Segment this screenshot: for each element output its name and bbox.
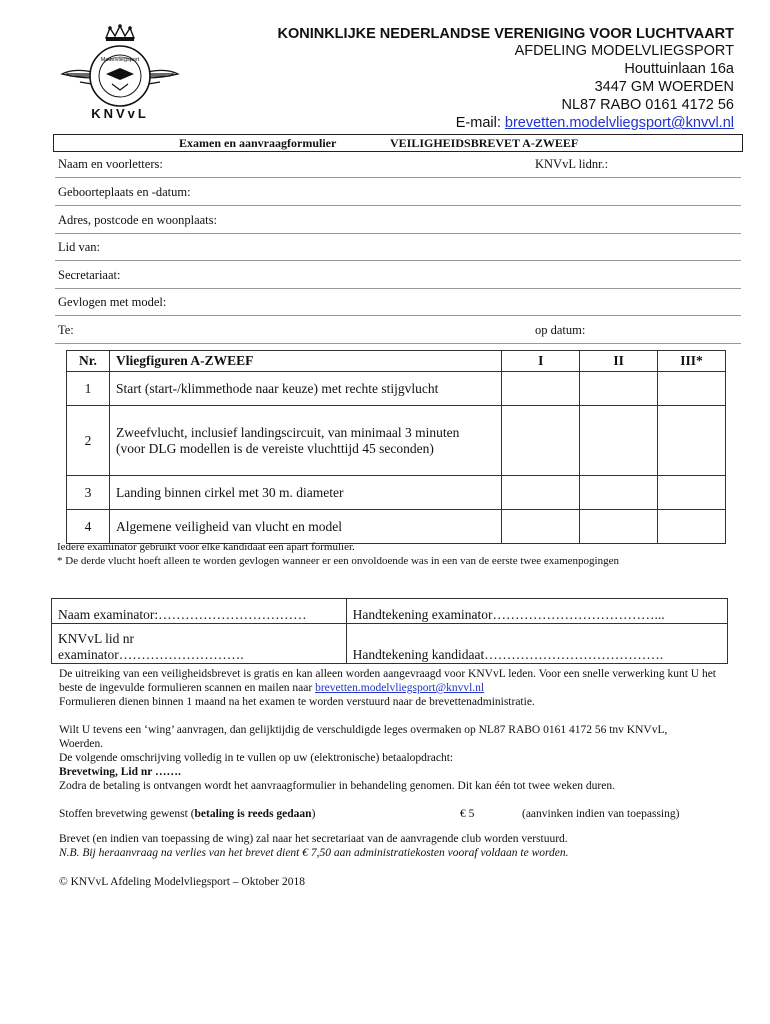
info-reissue-fee: N.B. Bij heraanvraag na verlies van het brevet dient € 7,50 aan administratiekosten vooraf voldaan te worden. — [59, 847, 569, 859]
flight-figures-table — [66, 350, 726, 544]
note-examiner: Iedere examinator gebruikt voor elke kandidaat een apart formulier. — [57, 541, 355, 553]
score-cell[interactable] — [658, 406, 726, 476]
info-payment-instruction: De volgende omschrijving volledig in te vullen op uw (elektronische) betaalopdracht: — [59, 752, 454, 764]
examiner-signature-field[interactable]: Handtekening examinator………………………………... — [346, 599, 727, 624]
row-figure-text-cell — [109, 406, 501, 476]
row-figure-text: Zweefvlucht, inclusief landingscircuit, van minimaal 3 minuten — [115, 424, 460, 440]
examiner-member-nr-label: KNVvL lid nr — [58, 631, 134, 646]
field-address-row[interactable] — [55, 206, 741, 234]
info-text: De uitreiking van een veiligheidsbrevet is gratis en kan alleen worden aangevraagd voor KNVvL leden. Voor een snelle verwerking kunt U het beste de ingevulde formulieren scannen en mailen naar — [59, 668, 716, 694]
field-birth-label: Geboorteplaats en -datum: — [58, 185, 191, 199]
candidate-signature-field[interactable]: Handtekening kandidaat…………………………………. — [346, 624, 727, 664]
score-cell[interactable] — [580, 406, 658, 476]
field-secretariat-label: Secretariaat: — [58, 268, 121, 282]
row-figure-text: Landing binnen cirkel met 30 m. diameter — [109, 476, 501, 510]
table-row — [67, 406, 726, 476]
wing-check-note[interactable]: (aanvinken indien van toepassing) — [522, 808, 680, 820]
row-nr: 1 — [67, 372, 110, 406]
wing-option-label: Stoffen brevetwing gewenst ( — [59, 808, 195, 820]
field-member-of-row[interactable] — [55, 233, 741, 261]
wing-option-line — [59, 807, 315, 821]
field-member-of-label: Lid van: — [58, 240, 101, 254]
field-address-label: Adres, postcode en woonplaats: — [58, 213, 217, 227]
field-name-label: Naam en voorletters: — [58, 157, 163, 171]
info-email-link[interactable]: brevetten.modelvliegsport@knvvl.nl — [315, 682, 485, 694]
col-attempt-3-header: III* — [658, 351, 726, 372]
crown-icon — [106, 24, 134, 41]
examiner-row-2 — [52, 624, 728, 664]
field-member-nr-label: KNVvL lidnr.: — [535, 157, 609, 171]
logo-ring-text: Modelvliegsport — [100, 57, 140, 63]
col-nr-header: Nr. — [67, 351, 110, 372]
row-figure-text: Start (start-/klimmethode naar keuze) met rechte stijgvlucht — [109, 372, 501, 406]
score-cell[interactable] — [502, 372, 580, 406]
copyright: © KNVvL Afdeling Modelvliegsport – Oktober 2018 — [59, 876, 305, 888]
examiner-name-field[interactable]: Naam examinator:…………………………… — [52, 599, 347, 624]
table-row — [67, 372, 726, 406]
info-shipping: Brevet (en indien van toepassing de wing) zal naar het secretariaat van de aanvragende club worden verstuurd. — [59, 833, 568, 845]
score-cell[interactable] — [658, 510, 726, 544]
field-location-row[interactable] — [55, 316, 741, 344]
field-birth-row[interactable] — [55, 178, 741, 206]
logo-text: KNVvL — [91, 106, 149, 121]
field-date-label: op datum: — [535, 323, 586, 337]
examiner-table — [51, 598, 728, 664]
score-cell[interactable] — [580, 476, 658, 510]
department: AFDELING MODELVLIEGSPORT — [514, 43, 734, 59]
email-link[interactable]: brevetten.modelvliegsport@knvvl.nl — [504, 115, 734, 131]
org-name: KONINKLIJKE NEDERLANDSE VERENIGING VOOR LUCHTVAART — [277, 26, 734, 42]
score-cell[interactable] — [580, 510, 658, 544]
row-figure-subtext: (voor DLG modellen is de vereiste vluchttijd 45 seconden) — [115, 440, 434, 456]
knvvl-logo — [60, 24, 180, 124]
score-cell[interactable] — [658, 476, 726, 510]
table-row — [67, 476, 726, 510]
score-cell[interactable] — [502, 476, 580, 510]
examiner-member-nr-dots: examinator………………………. — [58, 647, 244, 662]
row-nr: 2 — [67, 406, 110, 476]
row-nr: 4 — [67, 510, 110, 544]
field-name-row[interactable] — [55, 150, 741, 178]
email-label: E-mail: — [455, 115, 501, 131]
row-figure-text: Algemene veiligheid van vlucht en model — [109, 510, 501, 544]
field-model-label: Gevlogen met model: — [58, 295, 167, 309]
table-row — [67, 510, 726, 544]
info-paragraph-1 — [59, 667, 719, 695]
score-cell[interactable] — [580, 372, 658, 406]
wing-option-close: ) — [311, 808, 316, 820]
wing-option-bold: betaling is reeds gedaan — [194, 808, 312, 820]
col-attempt-2-header: II — [580, 351, 658, 372]
email-line — [456, 114, 734, 133]
info-wing-request: Wilt U tevens een ‘wing’ aanvragen, dan gelijktijdig de verschuldigde leges overmaken op NL87 RABO 0161 4172 56 tnv KNVvL, Woerden. — [59, 724, 668, 750]
col-attempt-1-header: I — [502, 351, 580, 372]
score-cell[interactable] — [502, 510, 580, 544]
wing-price: € 5 — [460, 808, 475, 820]
row-nr: 3 — [67, 476, 110, 510]
examiner-row-1 — [52, 599, 728, 624]
city-address: 3447 GM WOERDEN — [594, 79, 734, 95]
form-subtitle: VEILIGHEIDSBREVET A-ZWEEF — [390, 136, 579, 150]
table-header-row — [67, 351, 726, 372]
info-processing-time: Zodra de betaling is ontvangen wordt het aanvraagformulier in behandeling genomen. Dit kan één tot twee weken duren. — [59, 780, 615, 792]
examiner-member-nr-field[interactable] — [52, 624, 347, 664]
field-secretariat-row[interactable] — [55, 261, 741, 289]
score-cell[interactable] — [658, 372, 726, 406]
street-address: Houttuinlaan 16a — [624, 61, 734, 77]
field-location-label: Te: — [58, 323, 74, 337]
bank-account: NL87 RABO 0161 4172 56 — [561, 97, 734, 113]
note-third-flight: * De derde vlucht hoeft alleen te worden gevlogen wanneer er een onvoldoende was in een van de eerste twee examenpogingen — [57, 555, 619, 567]
info-deadline: Formulieren dienen binnen 1 maand na het examen te worden verstuurd naar de brevettenadministratie. — [59, 696, 535, 708]
field-model-row[interactable] — [55, 288, 741, 316]
form-title: Examen en aanvraagformulier — [179, 136, 337, 150]
info-payment-reference: Brevetwing, Lid nr ……. — [59, 766, 181, 778]
col-figure-header: Vliegfiguren A-ZWEEF — [109, 351, 501, 372]
score-cell[interactable] — [502, 406, 580, 476]
